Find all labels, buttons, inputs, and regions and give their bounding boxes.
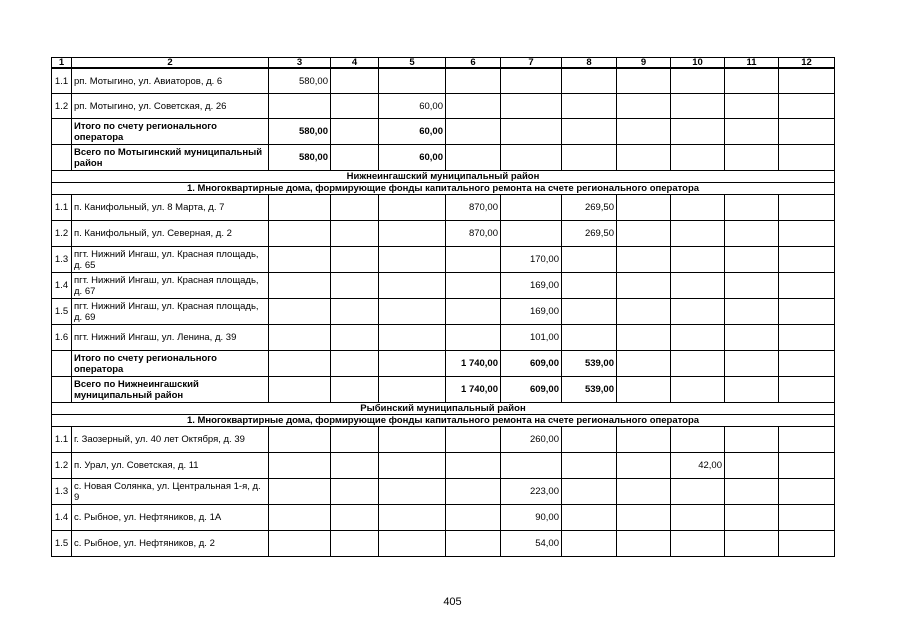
value-cell: 1 740,00 [446, 377, 501, 403]
value-cell [671, 351, 725, 377]
table-row [52, 453, 835, 479]
value-cell: 870,00 [446, 195, 501, 221]
row-number-cell: 1.2 [52, 453, 72, 479]
value-cell [779, 195, 835, 221]
total-row [52, 351, 835, 377]
value-cell [779, 247, 835, 273]
value-cell [671, 221, 725, 247]
address-cell: п. Урал, ул. Советская, д. 11 [72, 453, 269, 479]
table-body [52, 58, 835, 557]
value-cell [725, 427, 779, 453]
value-cell [331, 299, 379, 325]
value-cell: 101,00 [501, 325, 562, 351]
value-cell [379, 299, 446, 325]
table-row [52, 531, 835, 557]
col-header: 4 [331, 58, 379, 69]
row-number-cell: 1.3 [52, 479, 72, 505]
value-cell [331, 427, 379, 453]
value-cell: 580,00 [269, 68, 331, 94]
value-cell [501, 453, 562, 479]
value-cell [269, 325, 331, 351]
total-label-cell: Всего по Нижнеингашский муниципальный район [72, 377, 269, 403]
value-cell [379, 479, 446, 505]
value-cell [617, 299, 671, 325]
address-cell: п. Канифольный, ул. Северная, д. 2 [72, 221, 269, 247]
value-cell [379, 195, 446, 221]
table-row [52, 247, 835, 273]
row-number-cell: 1.1 [52, 427, 72, 453]
value-cell [331, 479, 379, 505]
value-cell [671, 479, 725, 505]
value-cell [269, 195, 331, 221]
table-row [52, 273, 835, 299]
value-cell [379, 247, 446, 273]
value-cell [501, 221, 562, 247]
value-cell [617, 453, 671, 479]
value-cell [446, 453, 501, 479]
total-row [52, 145, 835, 171]
value-cell: 269,50 [562, 195, 617, 221]
value-cell: 60,00 [379, 145, 446, 171]
col-header: 3 [269, 58, 331, 69]
value-cell [779, 377, 835, 403]
value-cell [379, 505, 446, 531]
col-header: 6 [446, 58, 501, 69]
value-cell [331, 377, 379, 403]
value-cell [725, 145, 779, 171]
value-cell [446, 94, 501, 119]
value-cell [725, 119, 779, 145]
value-cell [671, 299, 725, 325]
value-cell [671, 531, 725, 557]
value-cell [446, 145, 501, 171]
address-cell: г. Заозерный, ул. 40 лет Октября, д. 39 [72, 427, 269, 453]
address-cell: рп. Мотыгино, ул. Советская, д. 26 [72, 94, 269, 119]
section-title: 1. Многоквартирные дома, формирующие фонды капитального ремонта на счете регионального оператора [52, 415, 835, 427]
value-cell [331, 273, 379, 299]
row-number-cell: 1.1 [52, 195, 72, 221]
value-cell [562, 531, 617, 557]
value-cell [617, 221, 671, 247]
section-header-row [52, 415, 835, 427]
value-cell [617, 427, 671, 453]
col-header: 8 [562, 58, 617, 69]
value-cell [779, 273, 835, 299]
value-cell [779, 94, 835, 119]
value-cell [446, 427, 501, 453]
section-title: Рыбинский муниципальный район [52, 403, 835, 415]
value-cell [671, 325, 725, 351]
value-cell [779, 119, 835, 145]
value-cell [725, 505, 779, 531]
value-cell [379, 453, 446, 479]
table-row [52, 68, 835, 94]
column-header-row [52, 58, 835, 69]
value-cell [446, 505, 501, 531]
value-cell [562, 145, 617, 171]
row-number-cell [52, 119, 72, 145]
capital-repair-table [51, 57, 835, 557]
value-cell: 42,00 [671, 453, 725, 479]
row-number-cell: 1.5 [52, 299, 72, 325]
value-cell [671, 195, 725, 221]
value-cell [379, 377, 446, 403]
value-cell [379, 351, 446, 377]
value-cell [725, 273, 779, 299]
value-cell: 260,00 [501, 427, 562, 453]
value-cell [617, 94, 671, 119]
value-cell [331, 195, 379, 221]
value-cell [617, 247, 671, 273]
value-cell [617, 195, 671, 221]
value-cell [379, 325, 446, 351]
row-number-cell: 1.3 [52, 247, 72, 273]
value-cell [725, 247, 779, 273]
row-number-cell: 1.5 [52, 531, 72, 557]
value-cell [501, 119, 562, 145]
total-row [52, 119, 835, 145]
value-cell [379, 273, 446, 299]
value-cell [379, 531, 446, 557]
address-cell: пгт. Нижний Ингаш, ул. Красная площадь, д. 67 [72, 273, 269, 299]
value-cell: 609,00 [501, 351, 562, 377]
section-header-row [52, 183, 835, 195]
value-cell: 90,00 [501, 505, 562, 531]
value-cell [331, 119, 379, 145]
section-header-row [52, 403, 835, 415]
value-cell [671, 377, 725, 403]
value-cell [331, 247, 379, 273]
value-cell [446, 299, 501, 325]
col-header: 5 [379, 58, 446, 69]
value-cell [562, 247, 617, 273]
value-cell [617, 119, 671, 145]
value-cell [617, 377, 671, 403]
value-cell [617, 505, 671, 531]
value-cell [562, 119, 617, 145]
value-cell [269, 273, 331, 299]
table-row [52, 505, 835, 531]
table-row [52, 221, 835, 247]
value-cell [331, 221, 379, 247]
value-cell [562, 427, 617, 453]
value-cell: 580,00 [269, 145, 331, 171]
value-cell [446, 68, 501, 94]
value-cell [269, 505, 331, 531]
value-cell: 60,00 [379, 119, 446, 145]
value-cell [671, 273, 725, 299]
total-row [52, 377, 835, 403]
value-cell [446, 247, 501, 273]
value-cell [562, 299, 617, 325]
col-header: 7 [501, 58, 562, 69]
row-number-cell: 1.6 [52, 325, 72, 351]
value-cell [562, 325, 617, 351]
value-cell [617, 351, 671, 377]
address-cell: пгт. Нижний Ингаш, ул. Ленина, д. 39 [72, 325, 269, 351]
value-cell [379, 68, 446, 94]
value-cell: 169,00 [501, 273, 562, 299]
col-header: 11 [725, 58, 779, 69]
address-cell: пгт. Нижний Ингаш, ул. Красная площадь, д. 69 [72, 299, 269, 325]
value-cell: 169,00 [501, 299, 562, 325]
value-cell [617, 68, 671, 94]
section-header-row [52, 171, 835, 183]
value-cell [779, 68, 835, 94]
value-cell [269, 479, 331, 505]
total-label-cell: Всего по Мотыгинский муниципальный район [72, 145, 269, 171]
value-cell [562, 68, 617, 94]
value-cell [617, 531, 671, 557]
value-cell [269, 299, 331, 325]
value-cell [269, 94, 331, 119]
table-row [52, 479, 835, 505]
value-cell [446, 325, 501, 351]
section-title: Нижнеингашский муниципальный район [52, 171, 835, 183]
value-cell [725, 325, 779, 351]
value-cell [725, 299, 779, 325]
value-cell [331, 531, 379, 557]
value-cell [501, 195, 562, 221]
value-cell [779, 351, 835, 377]
value-cell [725, 351, 779, 377]
value-cell [446, 119, 501, 145]
value-cell: 223,00 [501, 479, 562, 505]
value-cell [617, 325, 671, 351]
value-cell [779, 325, 835, 351]
value-cell [779, 299, 835, 325]
table-row [52, 195, 835, 221]
address-cell: рп. Мотыгино, ул. Авиаторов, д. 6 [72, 68, 269, 94]
value-cell [269, 247, 331, 273]
row-number-cell [52, 351, 72, 377]
value-cell [725, 377, 779, 403]
value-cell [725, 531, 779, 557]
value-cell [617, 479, 671, 505]
table-row [52, 94, 835, 119]
value-cell [379, 427, 446, 453]
value-cell [671, 68, 725, 94]
value-cell [446, 273, 501, 299]
value-cell [269, 351, 331, 377]
value-cell [671, 94, 725, 119]
col-header: 12 [779, 58, 835, 69]
value-cell [725, 221, 779, 247]
value-cell: 60,00 [379, 94, 446, 119]
value-cell: 870,00 [446, 221, 501, 247]
address-cell: п. Канифольный, ул. 8 Марта, д. 7 [72, 195, 269, 221]
value-cell [725, 453, 779, 479]
row-number-cell: 1.2 [52, 221, 72, 247]
value-cell [331, 351, 379, 377]
value-cell [779, 427, 835, 453]
value-cell [671, 119, 725, 145]
table-row [52, 325, 835, 351]
value-cell [779, 505, 835, 531]
value-cell [331, 505, 379, 531]
value-cell [269, 427, 331, 453]
value-cell [331, 68, 379, 94]
value-cell [725, 479, 779, 505]
row-number-cell [52, 145, 72, 171]
row-number-cell: 1.2 [52, 94, 72, 119]
value-cell: 1 740,00 [446, 351, 501, 377]
value-cell [562, 479, 617, 505]
value-cell [779, 531, 835, 557]
value-cell [269, 377, 331, 403]
value-cell [671, 145, 725, 171]
page-number: 405 [443, 596, 462, 608]
value-cell: 539,00 [562, 377, 617, 403]
value-cell [331, 145, 379, 171]
value-cell: 580,00 [269, 119, 331, 145]
address-cell: с. Рыбное, ул. Нефтяников, д. 2 [72, 531, 269, 557]
address-cell: пгт. Нижний Ингаш, ул. Красная площадь, д. 65 [72, 247, 269, 273]
value-cell [501, 94, 562, 119]
table-row [52, 427, 835, 453]
value-cell [725, 94, 779, 119]
value-cell [617, 145, 671, 171]
total-label-cell: Итого по счету регионального оператора [72, 119, 269, 145]
value-cell: 54,00 [501, 531, 562, 557]
value-cell [446, 479, 501, 505]
value-cell [617, 273, 671, 299]
row-number-cell [52, 377, 72, 403]
value-cell [562, 505, 617, 531]
address-cell: с. Рыбное, ул. Нефтяников, д. 1А [72, 505, 269, 531]
section-title: 1. Многоквартирные дома, формирующие фонды капитального ремонта на счете регионального оператора [52, 183, 835, 195]
value-cell [331, 325, 379, 351]
value-cell: 269,50 [562, 221, 617, 247]
value-cell [269, 221, 331, 247]
value-cell [779, 453, 835, 479]
value-cell [562, 453, 617, 479]
value-cell [779, 479, 835, 505]
value-cell [725, 195, 779, 221]
value-cell [725, 68, 779, 94]
row-number-cell: 1.1 [52, 68, 72, 94]
value-cell: 609,00 [501, 377, 562, 403]
value-cell [501, 68, 562, 94]
value-cell [379, 221, 446, 247]
value-cell: 170,00 [501, 247, 562, 273]
value-cell [269, 531, 331, 557]
value-cell [671, 505, 725, 531]
total-label-cell: Итого по счету регионального оператора [72, 351, 269, 377]
col-header: 1 [52, 58, 72, 69]
value-cell [562, 94, 617, 119]
row-number-cell: 1.4 [52, 505, 72, 531]
value-cell [331, 453, 379, 479]
value-cell [269, 453, 331, 479]
value-cell [446, 531, 501, 557]
value-cell [501, 145, 562, 171]
value-cell [562, 273, 617, 299]
col-header: 2 [72, 58, 269, 69]
address-cell: с. Новая Солянка, ул. Центральная 1-я, д. 9 [72, 479, 269, 505]
col-header: 10 [671, 58, 725, 69]
value-cell: 539,00 [562, 351, 617, 377]
row-number-cell: 1.4 [52, 273, 72, 299]
value-cell [331, 94, 379, 119]
value-cell [671, 247, 725, 273]
table-row [52, 299, 835, 325]
col-header: 9 [617, 58, 671, 69]
value-cell [779, 221, 835, 247]
value-cell [671, 427, 725, 453]
value-cell [779, 145, 835, 171]
